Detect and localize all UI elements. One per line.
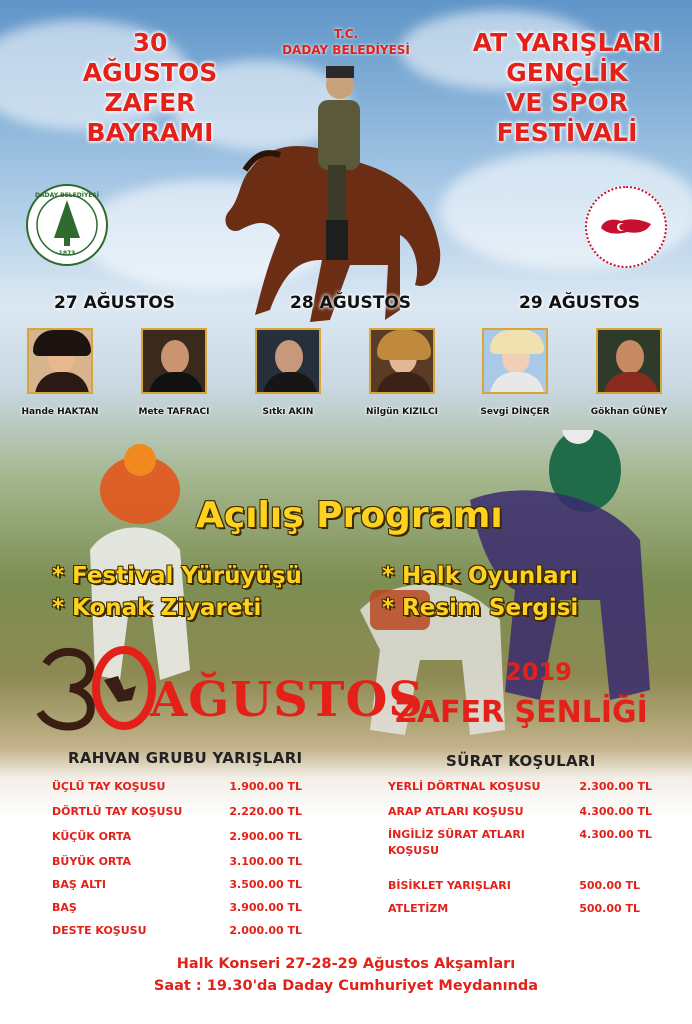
race-name: ATLETİZM [388,902,449,915]
right-title-line: FESTİVALİ [496,118,638,147]
logo-text: DADAY BELEDİYESİ [35,192,99,199]
race-name: ARAP ATLARI KOŞUSU [388,805,524,818]
turkish-flag-map-icon [587,188,665,266]
artist-photo [255,328,321,394]
rahvan-section-title: RAHVAN GRUBU YARIŞLARI [68,749,303,767]
logo-year: 1873 [58,250,76,257]
day-label: 29 AĞUSTOS [519,293,641,313]
day-label: 28 AĞUSTOS [290,293,412,313]
race-name: BAŞ ALTI [52,878,106,891]
program-item: * Resim Sergisi [382,595,579,621]
race-prize: 3.500.00 TL [229,878,302,891]
left-title-line: ZAFER [104,88,196,117]
concert-info: Halk Konseri 27-28-29 Ağustos Akşamları [176,956,516,972]
artist-name: Sıtkı AKIN [262,407,314,417]
race-prize: 500.00 TL [579,879,640,892]
race-name: BİSİKLET YARIŞLARI [388,879,511,892]
race-name: ÜÇLÜ TAY KOŞUSU [52,780,166,793]
race-prize: 1.900.00 TL [229,780,302,793]
race-name: BÜYÜK ORTA [52,855,132,868]
artist-name: Hande HAKTAN [21,407,99,417]
program-item: * Halk Oyunları [382,563,578,589]
left-title-line: AĞUSTOS [82,58,218,87]
festival-name: ZAFER ŞENLİĞİ [395,695,648,730]
race-name: İNGİLİZ SÜRAT ATLARI [388,828,525,841]
race-name: YERLİ DÖRTNAL KOŞUSU [388,780,541,793]
right-title-line: GENÇLİK [506,58,628,87]
tc-label: T.C. [333,27,359,41]
artist-name: Gökhan GÜNEY [590,407,668,417]
right-title-line: VE SPOR [506,88,628,117]
artist-photo [27,328,93,394]
race-prize: 500.00 TL [579,902,640,915]
artist-name: Sevgi DİNÇER [480,407,550,417]
race-prize: 2.900.00 TL [229,830,302,843]
race-name: DÖRTLÜ TAY KOŞUSU [52,805,183,818]
program-title: Açılış Programı [196,495,503,536]
race-prize: 2.000.00 TL [229,924,302,937]
artist-name: Mete TAFRACI [138,407,210,417]
race-prize: 3.100.00 TL [229,855,302,868]
race-name: BAŞ [52,901,77,914]
surat-section-title: SÜRAT KOŞULARI [446,752,596,770]
right-title-line: AT YARIŞLARI [472,28,662,57]
race-prize: 4.300.00 TL [579,828,652,841]
day-label: 27 AĞUSTOS [54,293,176,313]
daday-municipality-logo [26,184,108,266]
race-prize: 2.300.00 TL [579,780,652,793]
august-word: AĞUSTOS [150,672,424,728]
left-title-line: BAYRAMI [86,118,214,147]
right-title [462,28,672,148]
race-name: DESTE KOŞUSU [52,924,147,937]
race-prize: 2.220.00 TL [229,805,302,818]
horseman-illustration [210,60,460,360]
race-name-continued: KOŞUSU [388,844,440,857]
artist-photo [596,328,662,394]
thirty-emblem-icon [32,640,162,732]
artist-photo [369,328,435,394]
district-governorship-seal [585,186,667,268]
artist-photo [141,328,207,394]
banner-year: 2019 [505,658,572,686]
race-prize: 4.300.00 TL [579,805,652,818]
municipality-header [246,26,446,58]
artist-photo [482,328,548,394]
municipality-name: DADAY BELEDİYESİ [282,43,410,57]
concert-time: Saat : 19.30'da Daday Cumhuriyet Meydanında [153,978,539,994]
program-item: * Festival Yürüyüşü [52,563,302,589]
race-name: KÜÇÜK ORTA [52,830,132,843]
race-prize: 3.900.00 TL [229,901,302,914]
program-item: * Konak Ziyareti [52,595,262,621]
artist-name: Nilgün KIZILCI [366,407,438,417]
left-title-line: 30 [132,28,168,57]
